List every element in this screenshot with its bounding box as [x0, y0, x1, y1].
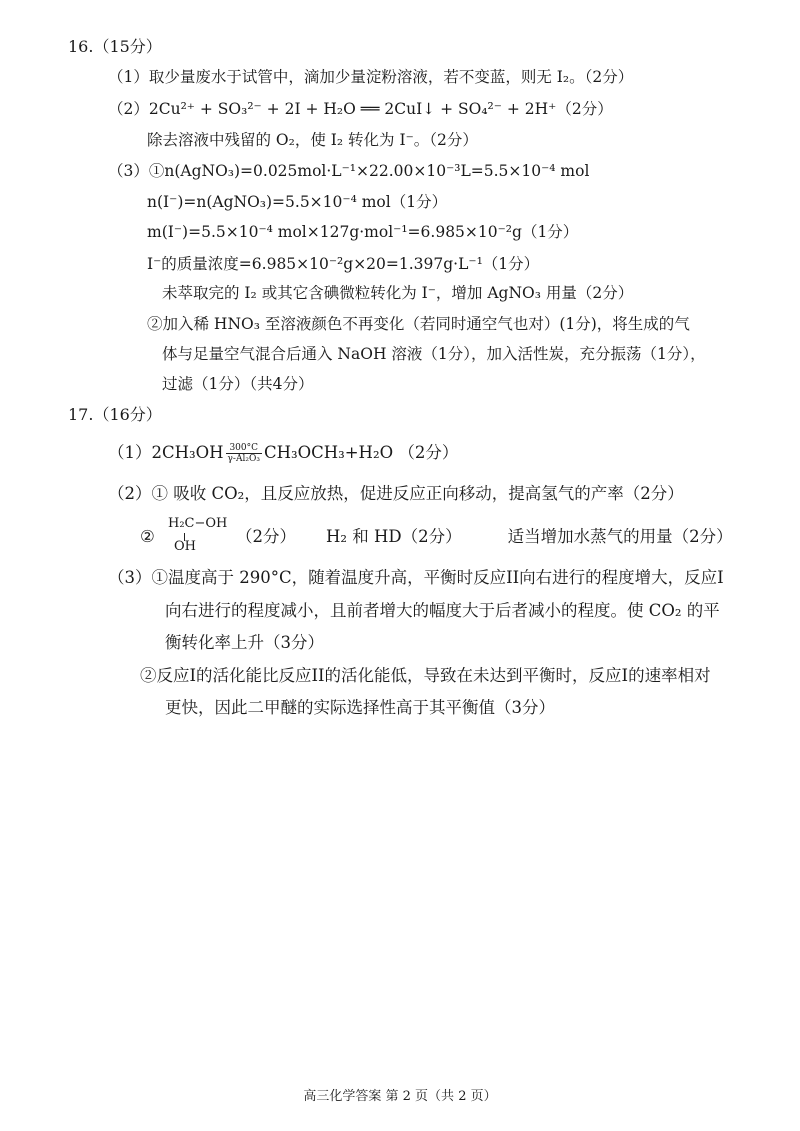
- q16-part3-line6: ②加入稀 HNO₃ 至溶液颜色不再变化（若同时通空气也对）(1分)，将生成的气: [147, 315, 690, 333]
- structure-top: H₂C−OH: [168, 516, 228, 531]
- q16-part3-line8: 过滤（1分）（共4分）: [162, 375, 314, 393]
- q16-part3-line2: n(I⁻)=n(AgNO₃)=5.5×10⁻⁴ mol（1分）: [147, 193, 448, 211]
- page-footer: 高三化学答案 第 2 页（共 2 页）: [303, 1089, 497, 1104]
- q17-part2-h2-hd: H₂ 和 HD（2分）: [326, 527, 462, 546]
- q17-part2-steam: 适当增加水蒸气的用量（2分）: [507, 527, 733, 546]
- q16-part2-explanation: 除去溶液中残留的 O₂，使 I₂ 转化为 I⁻。（2分）: [147, 131, 478, 149]
- q16-part1: （1）取少量废水于试管中，滴加少量淀粉溶液，若不变蓝，则无 I₂。（2分）: [108, 68, 634, 86]
- q17-header: 17.（16分）: [68, 405, 162, 424]
- q17-part2-num: ②: [140, 527, 155, 546]
- q16-header: 16.（15分）: [68, 37, 162, 56]
- q16-part3-line5: 未萃取完的 I₂ 或其它含碘微粒转化为 I⁻，增加 AgNO₃ 用量（2分）: [162, 284, 634, 302]
- q16-part3-line1: （3）①n(AgNO₃)=0.025mol·L⁻¹×22.00×10⁻³L=5.5×10⁻⁴ mol: [108, 162, 590, 180]
- condition-catalyst: γ-Al₂O₃: [227, 454, 260, 464]
- q17-part3-line1: （3）①温度高于 290°C，随着温度升高，平衡时反应II向右进行的程度增大，反应I: [108, 568, 724, 587]
- q17-part3-line4: ②反应I的活化能比反应II的活化能低，导致在未达到平衡时，反应I的速率相对: [140, 666, 711, 685]
- q17-part2-score: （2分）: [236, 527, 296, 546]
- q17-part1-equation: [108, 442, 458, 464]
- condition-temperature: 300°C: [226, 443, 262, 454]
- structure-bottom: OH: [174, 539, 196, 554]
- q17-part3-line5: 更快，因此二甲醚的实际选择性高于其平衡值（3分）: [165, 698, 555, 717]
- glycol-structure: [168, 516, 238, 556]
- q16-part3-line4: I⁻的质量浓度=6.985×10⁻²g×20=1.397g·L⁻¹（1分）: [147, 255, 540, 273]
- q17-part2-line1: （2）① 吸收 CO₂，且反应放热，促进反应正向移动，提高氢气的产率（2分）: [108, 484, 684, 503]
- q17-part1-reactant: （1）2CH₃OH: [108, 443, 224, 462]
- q17-part3-line3: 衡转化率上升（3分）: [165, 633, 324, 652]
- q17-part2-line2: [236, 526, 733, 548]
- q17-part1-products: CH₃OCH₃+H₂O （2分）: [263, 443, 459, 462]
- q16-part3-line3: m(I⁻)=5.5×10⁻⁴ mol×127g·mol⁻¹=6.985×10⁻²g（1分）: [147, 223, 579, 241]
- q16-part3-line7: 体与足量空气混合后通入 NaOH 溶液（1分），加入活性炭，充分振荡（1分），: [162, 345, 706, 363]
- reaction-condition: [226, 443, 262, 464]
- q16-part2-equation: （2）2Cu²⁺ + SO₃²⁻ + 2I + H₂O ══ 2CuI↓ + SO₄²⁻ + 2H⁺（2分）: [108, 100, 613, 118]
- q17-part3-line2: 向右进行的程度减小，且前者增大的幅度大于后者减小的程度。使 CO₂ 的平: [165, 601, 720, 620]
